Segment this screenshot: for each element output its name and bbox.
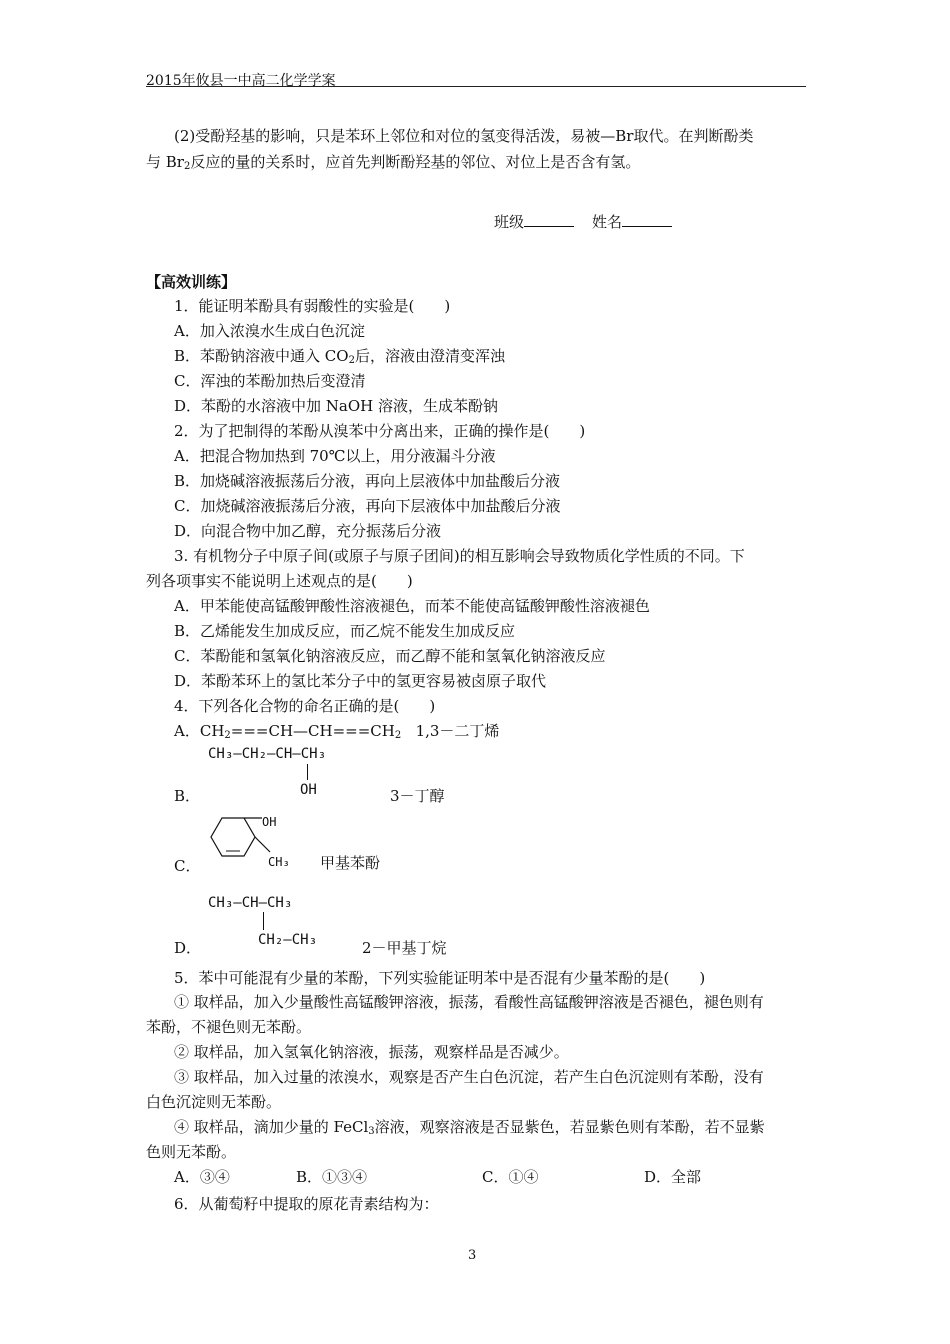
- q1-option-a: A．加入浓溴水生成白色沉淀: [174, 322, 365, 340]
- page-header: 2015年攸县一中高二化学学案: [146, 73, 336, 89]
- note-line-1: (2)受酚羟基的影响，只是苯环上邻位和对位的氢变得活泼，易被—Br取代。在判断酚类: [174, 127, 754, 145]
- q3-stem-line-2: 列各项事实不能说明上述观点的是( ): [146, 572, 413, 590]
- q4-c-label: C．: [174, 857, 201, 875]
- q4-c-ch3: CH₃: [268, 855, 290, 869]
- section-title: 【高效训练】: [146, 273, 237, 291]
- q4-c-name: 甲基苯酚: [320, 854, 381, 872]
- q2-option-a: A．把混合物加热到 70℃以上，用分液漏斗分液: [174, 447, 496, 465]
- q1-option-d: D．苯酚的水溶液中加 NaOH 溶液，生成苯酚钠: [174, 397, 499, 415]
- q4-d-bond: [263, 912, 264, 930]
- q6-stem: 6．从葡萄籽中提取的原花青素结构为：: [174, 1195, 439, 1213]
- q5-option-c: C．①④: [482, 1168, 539, 1186]
- name-field: [592, 212, 672, 232]
- class-blank[interactable]: [524, 212, 574, 227]
- q4-c-oh: OH: [262, 815, 277, 829]
- q4-a-formula: $CH_2===CH—CH===CH_2$: [199, 722, 402, 741]
- q4-d-formula-bottom: CH₂—CH₃: [258, 932, 318, 948]
- q4-b-name: 3－丁醇: [390, 787, 445, 805]
- q4-b-formula-top: CH₃—CH₂—CH—CH₃: [208, 746, 327, 762]
- header-rule: [146, 86, 806, 87]
- q3-option-a: A．甲苯能使高锰酸钾酸性溶液褪色，而苯不能使高锰酸钾酸性溶液褪色: [174, 597, 650, 615]
- q1-option-c: C．浑浊的苯酚加热后变澄清: [174, 372, 366, 390]
- class-field: [494, 212, 574, 232]
- page-number: 3: [468, 1248, 477, 1263]
- q5-statement-2: ② 取样品，加入氢氧化钠溶液，振荡，观察样品是否减少。: [174, 1043, 569, 1061]
- q5-option-b: B．①③④: [296, 1168, 368, 1186]
- q4-c-structure: [204, 812, 310, 862]
- q4-d-name: 2－甲基丁烷: [362, 939, 447, 957]
- q4-b-label: B．: [174, 787, 201, 805]
- q5-statement-1-line-1: ① 取样品，加入少量酸性高锰酸钾溶液，振荡，看酸性高锰酸钾溶液是否褪色，褪色则有: [174, 993, 764, 1011]
- q5-statement-3-line-1: ③ 取样品，加入过量的浓溴水，观察是否产生白色沉淀，若产生白色沉淀则有苯酚，没有: [174, 1068, 764, 1086]
- q4-d-label: D．: [174, 939, 202, 957]
- q4-option-a: A．$CH_2===CH—CH===CH_2$ 1,3－二丁烯: [174, 722, 500, 741]
- name-blank[interactable]: [622, 212, 672, 227]
- q5-statement-4-line-2: 色则无苯酚。: [146, 1143, 237, 1161]
- benzene-ring: [211, 818, 255, 856]
- q5-stem: 5．苯中可能混有少量的苯酚，下列实验能证明苯中是否混有少量苯酚的是( ): [174, 969, 706, 987]
- q4-d-formula-top: CH₃—CH—CH₃: [208, 895, 293, 911]
- q1-option-b: B．苯酚钠溶液中通入 $CO_2$后，溶液由澄清变浑浊: [174, 347, 505, 366]
- class-label: 班级: [494, 213, 525, 231]
- q4-a-name: 1,3－二丁烯: [415, 722, 500, 740]
- q3-option-c: C．苯酚能和氢氧化钠溶液反应，而乙醇不能和氢氧化钠溶液反应: [174, 647, 606, 665]
- q5-option-d: D．全部: [644, 1168, 702, 1186]
- note-line-2: 与 $Br_2$反应的量的关系时，应首先判断酚羟基的邻位、对位上是否含有氢。: [146, 153, 641, 172]
- q3-stem-line-1: 3. 有机物分子中原子间(或原子与原子团间)的相互影响会导致物质化学性质的不同。下: [174, 547, 745, 565]
- q2-stem: 2．为了把制得的苯酚从溴苯中分离出来，正确的操作是( ): [174, 422, 586, 440]
- q4-b-bond: [307, 764, 308, 780]
- q3-option-d: D．苯酚苯环上的氢比苯分子中的氢更容易被卤原子取代: [174, 672, 547, 690]
- q5-option-a: A．③④: [174, 1168, 230, 1186]
- q2-option-d: D．向混合物中加乙醇，充分振荡后分液: [174, 522, 442, 540]
- q2-option-b: B．加烧碱溶液振荡后分液，再向上层液体中加盐酸后分液: [174, 472, 561, 490]
- name-label: 姓名: [592, 213, 623, 231]
- q4-b-formula-bottom: OH: [300, 782, 317, 798]
- q5-statement-4-line-1: ④ 取样品，滴加少量的 FeCl$_3$溶液，观察溶液是否显紫色，若显紫色则有苯酚，若不显紫: [174, 1118, 765, 1137]
- q5-statement-3-line-2: 白色沉淀则无苯酚。: [146, 1093, 282, 1111]
- ch3-bond: [255, 837, 270, 852]
- q1-stem: 1．能证明苯酚具有弱酸性的实验是( ): [174, 297, 451, 315]
- q4-stem: 4．下列各化合物的命名正确的是( ): [174, 697, 436, 715]
- q3-option-b: B．乙烯能发生加成反应，而乙烷不能发生加成反应: [174, 622, 516, 640]
- q5-statement-1-line-2: 苯酚，不褪色则无苯酚。: [146, 1018, 312, 1036]
- q2-option-c: C．加烧碱溶液振荡后分液，再向下层液体中加盐酸后分液: [174, 497, 561, 515]
